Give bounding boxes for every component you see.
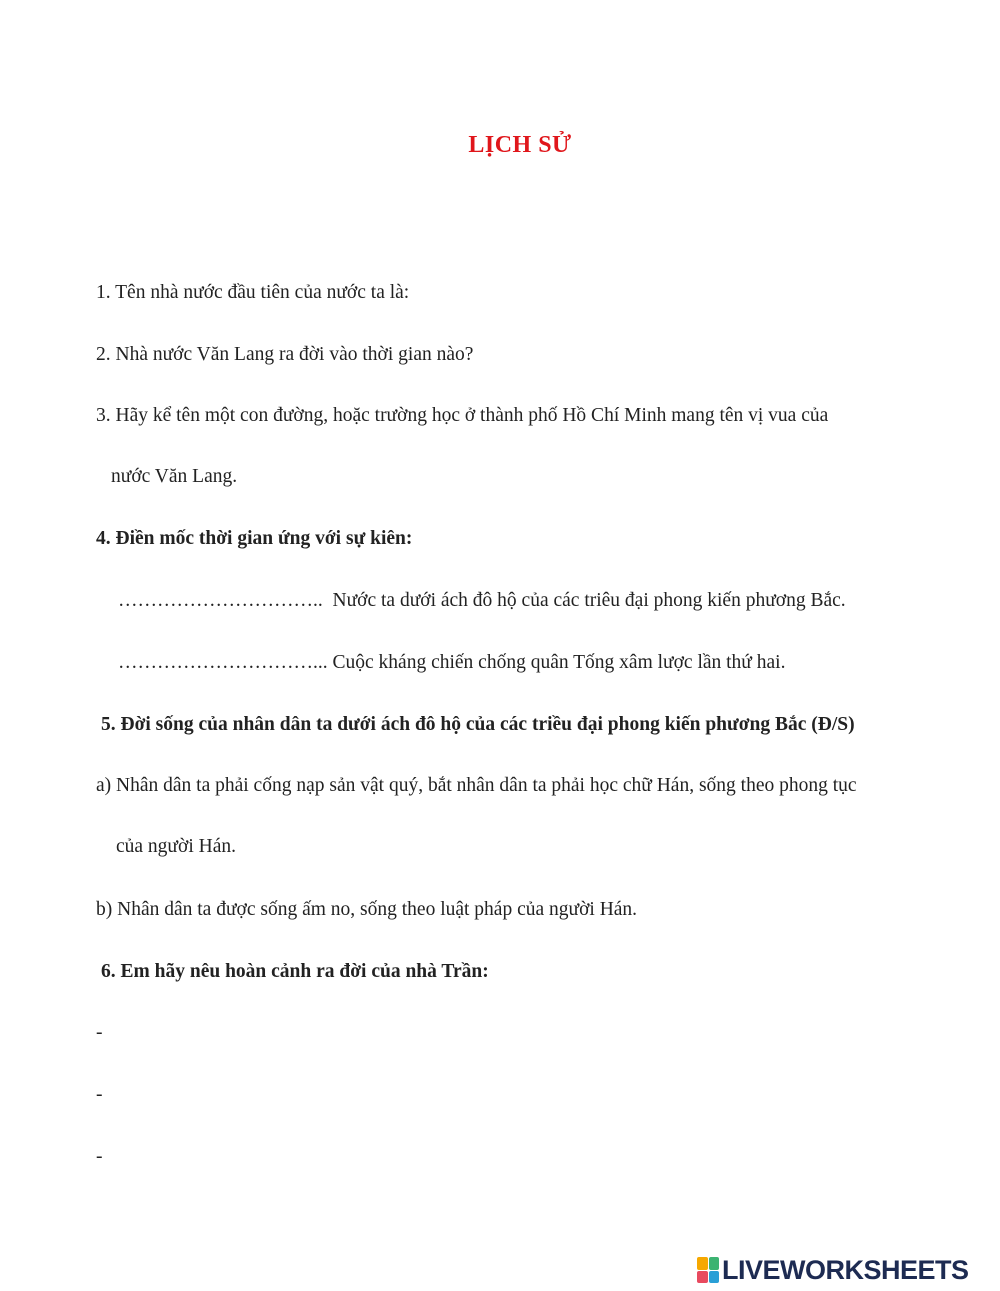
- page-title: LỊCH SỬ: [468, 132, 572, 158]
- question-5a-line-2: của người Hán.: [116, 836, 236, 857]
- fill-in-blank[interactable]: …………………………..: [118, 590, 323, 611]
- question-3-line-2: nước Văn Lang.: [111, 466, 238, 487]
- question-4: 4. Điền mốc thời gian ứng với sự kiên:: [96, 528, 413, 549]
- logo-text: LIVEWORKSHEETS: [722, 1254, 969, 1285]
- fill-in-blank[interactable]: …………………………...: [118, 652, 328, 673]
- answer-dash: -: [96, 1084, 103, 1105]
- liveworksheets-logo: [697, 1255, 993, 1285]
- event-text: Cuộc kháng chiến chống quân Tống xâm lược lần thứ hai.: [332, 652, 786, 673]
- question-3-line-1: 3. Hãy kể tên một con đường, hoặc trường học ở thành phố Hồ Chí Minh mang tên vị vua của: [96, 405, 829, 426]
- question-2: 2. Nhà nước Văn Lang ra đời vào thời gian nào?: [96, 344, 474, 365]
- answer-dash: -: [96, 1022, 103, 1043]
- question-6: 6. Em hãy nêu hoàn cảnh ra đời của nhà Trần:: [101, 961, 489, 982]
- question-1: 1. Tên nhà nước đầu tiên của nước ta là:: [96, 282, 410, 303]
- question-5a-line-1: a) Nhân dân ta phải cống nạp sản vật quý, bắt nhân dân ta phải học chữ Hán, sống theo phong tục: [96, 775, 857, 796]
- question-4-item: [118, 589, 846, 613]
- question-5b: b) Nhân dân ta được sống ấm no, sống theo luật pháp của người Hán.: [96, 899, 638, 920]
- event-text: Nước ta dưới ách đô hộ của các triêu đại phong kiến phương Bắc.: [332, 590, 846, 611]
- question-4-item: [118, 651, 785, 675]
- liveworksheets-logo-icon: [697, 1257, 719, 1283]
- question-5: 5. Đời sống của nhân dân ta dưới ách đô hộ của các triều đại phong kiến phương Bắc (Đ/S): [101, 714, 855, 735]
- answer-dash: -: [96, 1146, 103, 1167]
